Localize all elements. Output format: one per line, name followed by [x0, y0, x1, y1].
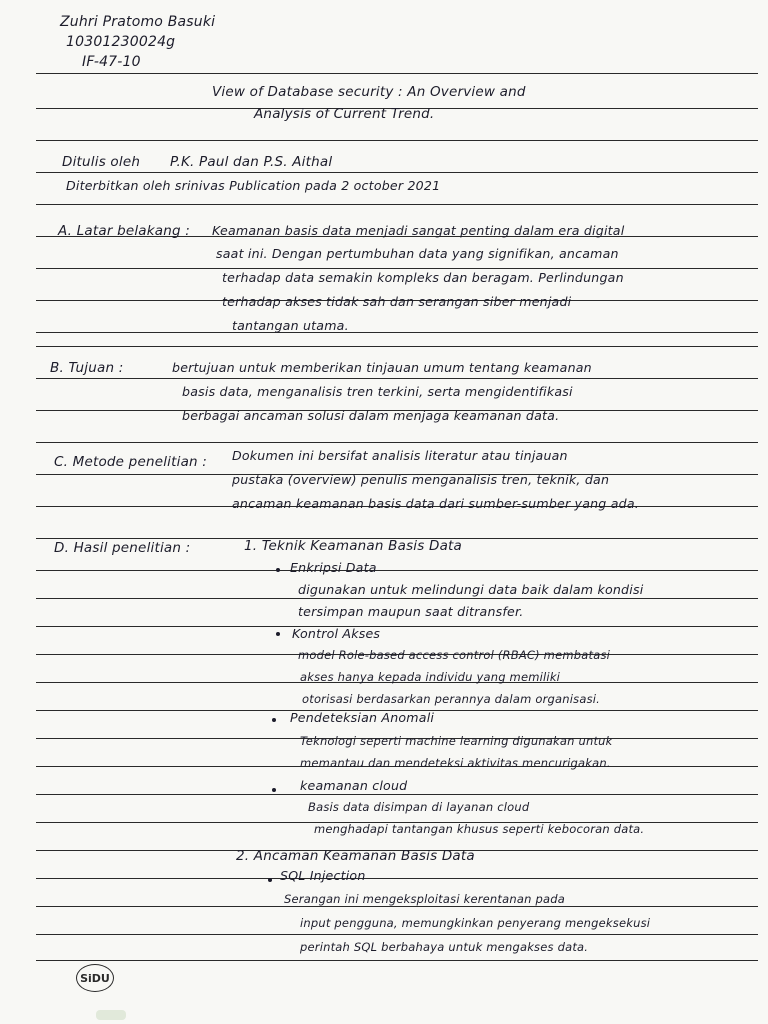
bullet-icon — [272, 718, 276, 722]
ruled-line — [36, 626, 758, 627]
bullet-icon — [276, 632, 280, 636]
section-a-line: terhadap akses tidak sah dan serangan siber menjadi — [222, 294, 572, 309]
ruled-line — [36, 598, 758, 599]
ruled-line — [36, 378, 758, 379]
item-line: Basis data disimpan di layanan cloud — [308, 800, 530, 814]
subsection-2-title: 2. Ancaman Keamanan Basis Data — [236, 848, 475, 864]
sidu-logo-icon: SiDU — [76, 964, 114, 992]
ruled-line — [36, 442, 758, 443]
item-line: model Role-based access control (RBAC) membatasi — [298, 648, 611, 662]
item-line: otorisasi berdasarkan perannya dalam organisasi. — [302, 692, 601, 706]
item-line: tersimpan maupun saat ditransfer. — [298, 604, 524, 619]
section-b-label: B. Tujuan : — [50, 360, 124, 376]
item-line: Serangan ini mengeksploitasi kerentanan pada — [284, 892, 565, 906]
item-title: Kontrol Akses — [292, 626, 381, 641]
section-c-line: pustaka (overview) penulis menganalisis tren, teknik, dan — [232, 472, 610, 487]
title-line-1: View of Database security : An Overview and — [212, 84, 526, 100]
ruled-line — [36, 878, 758, 879]
section-a-line: tantangan utama. — [232, 318, 349, 333]
section-a-line: saat ini. Dengan pertumbuhan data yang signifikan, ancaman — [216, 246, 619, 261]
published-info: Diterbitkan oleh srinivas Publication pada 2 october 2021 — [66, 178, 441, 193]
ruled-line — [36, 204, 758, 205]
section-c-line: ancaman keamanan basis data dari sumber-sumber yang ada. — [232, 496, 639, 511]
ruled-line — [36, 268, 758, 269]
section-c-line: Dokumen ini bersifat analisis literatur atau tinjauan — [232, 448, 568, 463]
ruled-line — [36, 172, 758, 173]
ruled-line — [36, 332, 758, 333]
paper-smudge — [96, 1010, 126, 1020]
section-c-label: C. Metode penelitian : — [54, 454, 208, 470]
title-line-2: Analysis of Current Trend. — [254, 106, 435, 122]
ruled-line — [36, 794, 758, 795]
ruled-line — [36, 73, 758, 74]
section-d-label: D. Hasil penelitian : — [54, 540, 191, 556]
item-line: Teknologi seperti machine learning digunakan untuk — [300, 734, 613, 748]
authors: P.K. Paul dan P.S. Aithal — [170, 154, 333, 170]
section-b-line: basis data, menganalisis tren terkini, serta mengidentifikasi — [182, 384, 573, 399]
student-name: Zuhri Pratomo Basuki — [60, 14, 216, 30]
item-line: digunakan untuk melindungi data baik dalam kondisi — [298, 582, 644, 597]
subsection-1-title: 1. Teknik Keamanan Basis Data — [244, 538, 463, 554]
ruled-line — [36, 140, 758, 141]
section-b-line: berbagai ancaman solusi dalam menjaga keamanan data. — [182, 408, 560, 423]
section-a-line: terhadap data semakin kompleks dan beragam. Perlindungan — [222, 270, 624, 285]
bullet-icon — [272, 788, 276, 792]
ruled-line — [36, 934, 758, 935]
ruled-line — [36, 346, 758, 347]
section-a-line: Keamanan basis data menjadi sangat penting dalam era digital — [212, 223, 625, 238]
item-line: memantau dan mendeteksi aktivitas mencurigakan. — [300, 756, 611, 770]
item-title: keamanan cloud — [300, 778, 408, 793]
ruled-line — [36, 960, 758, 961]
item-line: akses hanya kepada individu yang memiliki — [300, 670, 561, 684]
author-label: Ditulis oleh — [62, 154, 141, 170]
item-title: Pendeteksian Anomali — [290, 710, 435, 725]
bullet-icon — [276, 568, 280, 572]
student-class: IF-47-10 — [82, 54, 141, 70]
item-line: input pengguna, memungkinkan penyerang mengeksekusi — [300, 916, 651, 930]
bullet-icon — [268, 878, 272, 882]
item-title: SQL Injection — [280, 868, 366, 883]
section-a-label: A. Latar belakang : — [58, 223, 191, 239]
item-line: perintah SQL berbahaya untuk mengakses data. — [300, 940, 589, 954]
item-line: menghadapi tantangan khusus seperti kebocoran data. — [314, 822, 645, 836]
ruled-line — [36, 570, 758, 571]
ruled-line — [36, 906, 758, 907]
section-b-line: bertujuan untuk memberikan tinjauan umum tentang keamanan — [172, 360, 592, 375]
student-nim: 10301230024g — [66, 34, 176, 50]
item-title: Enkripsi Data — [290, 560, 377, 575]
